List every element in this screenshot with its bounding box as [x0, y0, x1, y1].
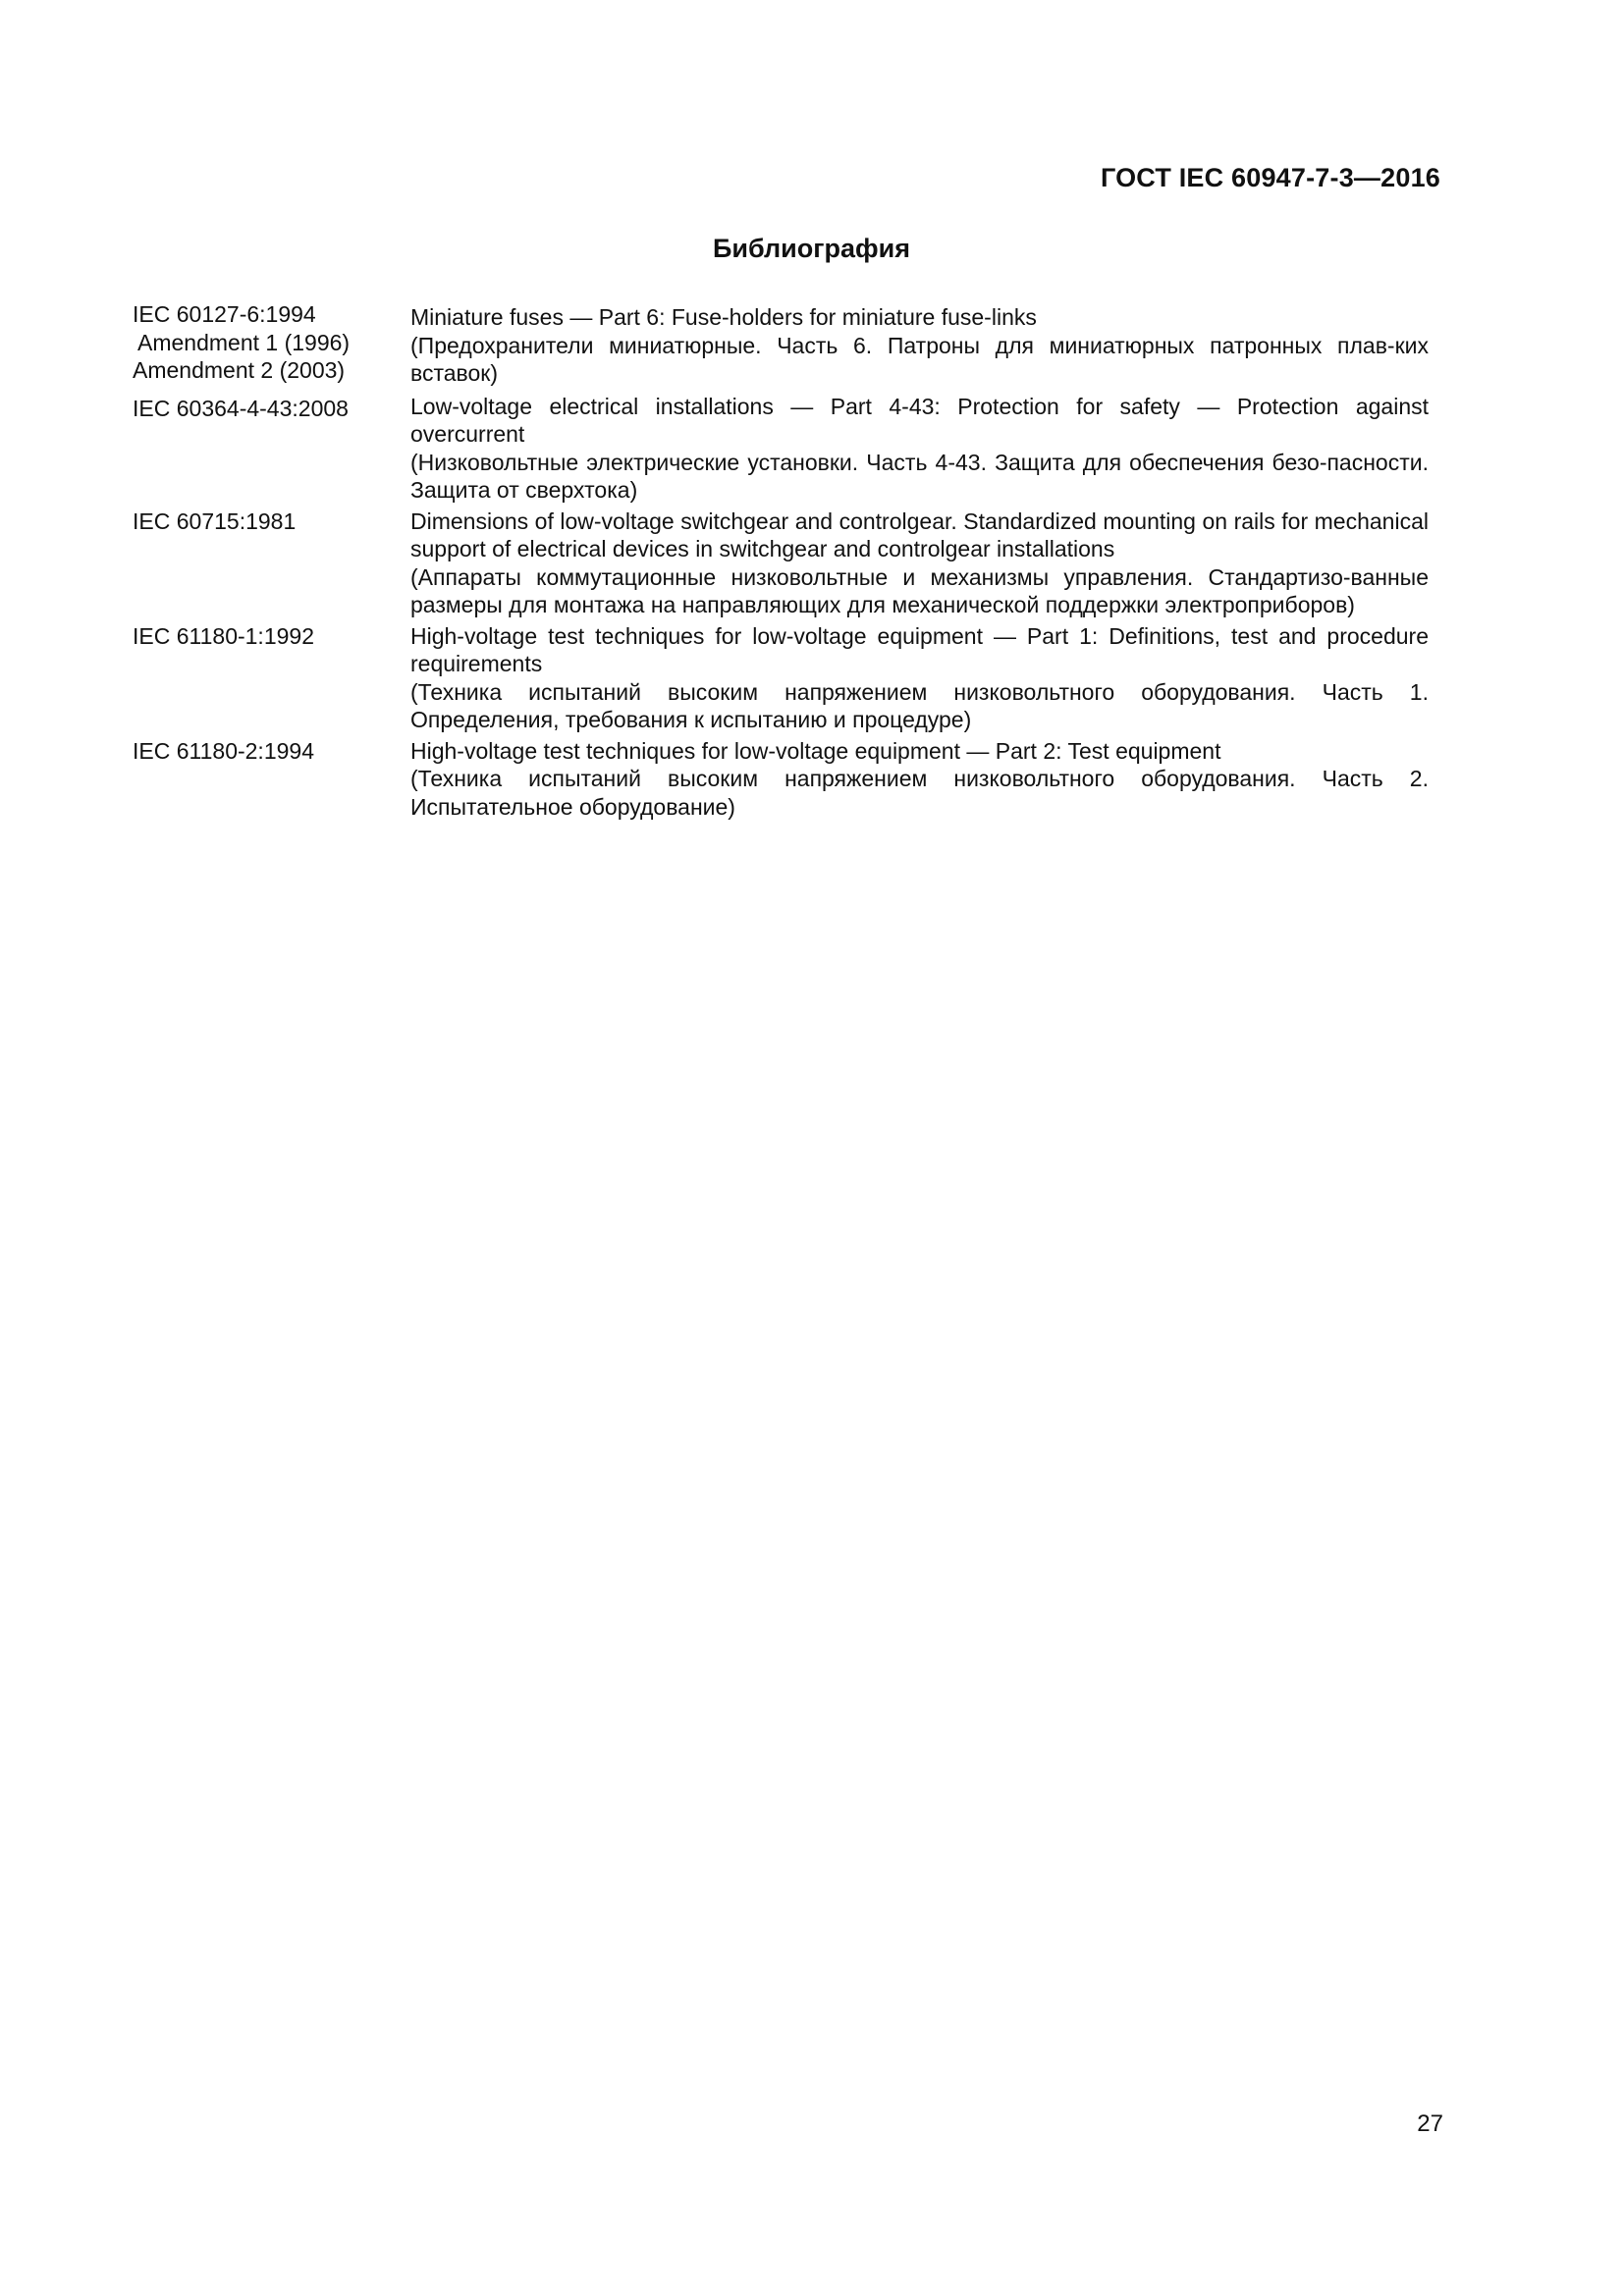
bibliography-reference	[133, 737, 410, 766]
title-russian: (Аппараты коммутационные низковольтные и механизмы управления. Стандартизо-ванные размеры для монтажа на направляющих для механической поддержки электроприборов)	[410, 563, 1429, 617]
title-russian: (Техника испытаний высоким напряжением низковольтного оборудования. Часть 2. Испытательное оборудование)	[410, 766, 1429, 820]
reference-code: IEC 61180-2:1994	[133, 737, 314, 764]
bibliography-entry	[133, 391, 1429, 505]
document-standard-code: ГОСТ IEC 60947-7-3—2016	[1100, 163, 1440, 192]
bibliography-description	[410, 507, 1429, 619]
title-russian: (Предохранители миниатюрные. Часть 6. Патроны для миниатюрных патронных плав-ких вставок)	[410, 332, 1429, 386]
bibliography-entry	[133, 737, 1429, 822]
bibliography-reference	[133, 622, 410, 651]
bibliography-description	[410, 391, 1429, 505]
reference-code: IEC 60715:1981	[133, 507, 297, 534]
page-number: 27	[1417, 2110, 1443, 2137]
section-title: Библиография	[713, 234, 910, 263]
title-english: Dimensions of low-voltage switchgear and controlgear. Standardized mounting on rails for mechanical support of electrical devices in switchgear and controlgear installations	[410, 507, 1429, 561]
title-russian: (Низковольтные электрические установки. Часть 4-43. Защита для обеспечения безо-пасности. Защита от сверхтока)	[410, 449, 1429, 503]
title-english: High-voltage test techniques for low-voltage equipment — Part 2: Test equipment	[410, 737, 1221, 764]
bibliography-reference	[133, 391, 410, 423]
bibliography-description	[410, 300, 1429, 388]
bibliography-list	[133, 300, 1429, 824]
bibliography-entry	[133, 300, 1429, 388]
title-russian: (Техника испытаний высоким напряжением низковольтного оборудования. Часть 1. Определения, требования к испытанию и процедуре)	[410, 678, 1429, 732]
reference-code: IEC 61180-1:1992	[133, 622, 314, 649]
bibliography-reference	[133, 507, 410, 536]
reference-code: IEC 60364-4-43:2008	[133, 395, 349, 421]
bibliography-description	[410, 622, 1429, 734]
title-english: Low-voltage electrical installations — Part 4-43: Protection for safety — Protection against overcurrent	[410, 393, 1429, 447]
bibliography-entry	[133, 622, 1429, 734]
reference-code: IEC 60127-6:1994	[133, 301, 316, 327]
reference-amendment: Amendment 2 (2003)	[133, 357, 346, 383]
bibliography-entry	[133, 507, 1429, 619]
bibliography-reference	[133, 300, 410, 385]
reference-amendment: Amendment 1 (1996)	[137, 329, 351, 355]
bibliography-description	[410, 737, 1429, 822]
title-english: Miniature fuses — Part 6: Fuse-holders for miniature fuse-links	[410, 304, 1037, 330]
title-english: High-voltage test techniques for low-voltage equipment — Part 1: Definitions, test and procedure requirements	[410, 622, 1429, 676]
